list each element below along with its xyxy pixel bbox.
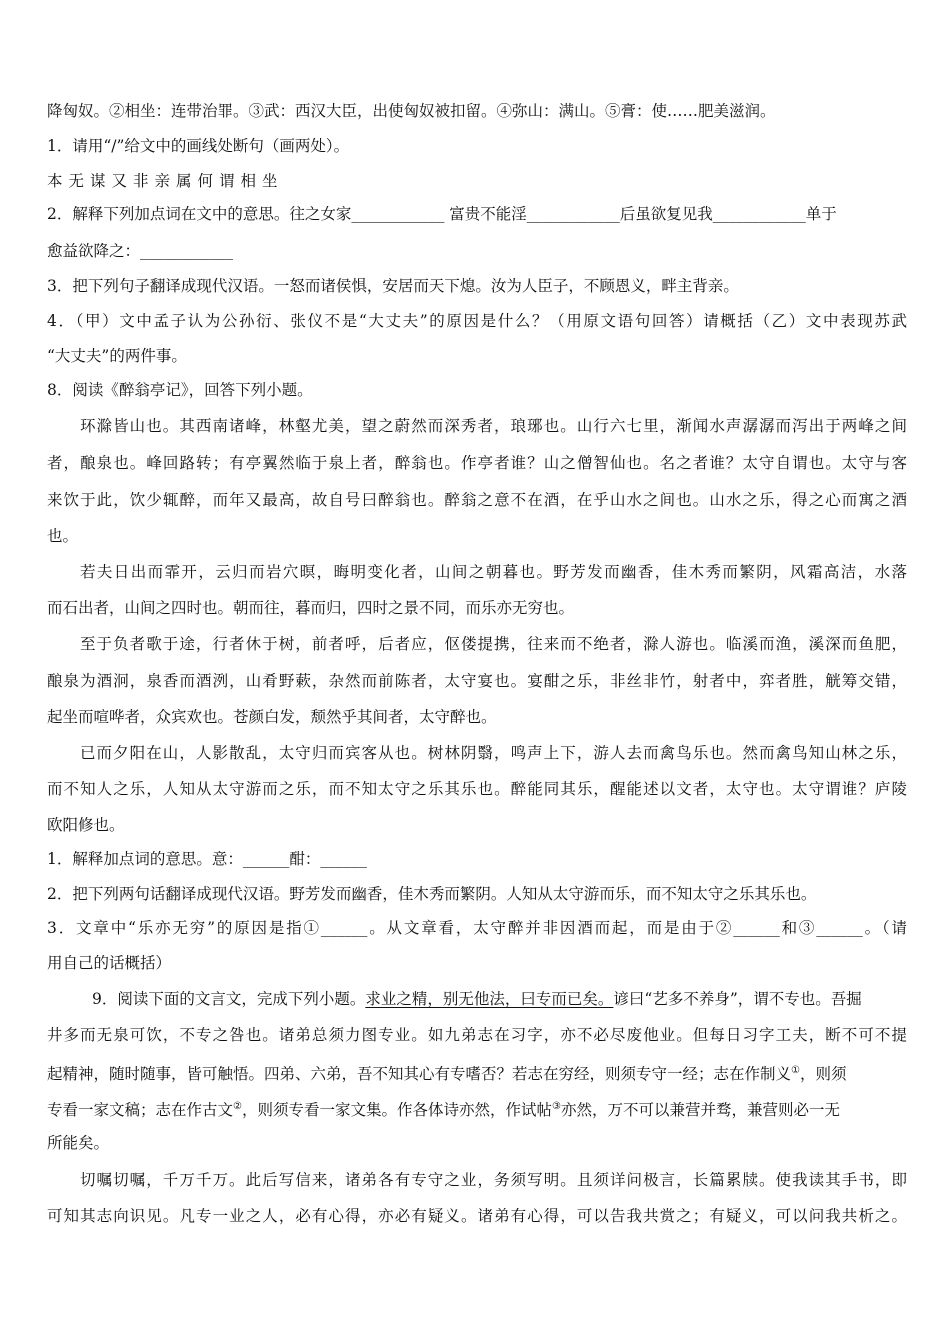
question-9-intro: 9．阅读下面的文言文，完成下列小题。 [92,990,366,1008]
text-line: 来饮于此，饮少辄醉，而年又最高，故自号曰醉翁也。醉翁之意不在酒，在乎山水之间也。山水之乐，得之心而寓之酒 [47,491,907,509]
text-span: 谚曰“艺多不养身”，谓不专也。吾掘 [613,990,862,1008]
text-line: 也。 [47,527,79,545]
text-line: 降匈奴。②相坐：连带治罪。③武：西汉大臣，出使匈奴被扣留。④弥山：满山。⑤膏：使……肥美滋润。 [47,102,776,120]
text-line: 1．解释加点词的意思。意：______酣：______ [47,850,367,868]
text-line: 若夫日出而霏开，云归而岩穴暝，晦明变化者，山间之朝暮也。野芳发而幽香，佳木秀而繁阴，风霜高洁，水落 [80,563,907,581]
text-line: 已而夕阳在山，人影散乱，太守归而宾客从也。树林阴翳，鸣声上下，游人去而禽鸟乐也。然而禽鸟知山林之乐， [80,744,907,762]
text-line: 而不知人之乐，人知从太守游而之乐，而不知太守之乐其乐也。醉能同其乐，醒能述以文者，太守也。太守谓谁？庐陵 [47,780,907,798]
text-line: 切嘱切嘱，千万千万。此后写信来，诸弟各有专守之业，务须写明。且须详问极言，长篇累牍。使我读其手书，即 [80,1171,907,1189]
text-span: ，则须专看一家文集。作各体诗亦然，作试帖 [241,1101,552,1120]
text-span: 专看一家文稿；志在作古文 [47,1101,234,1120]
text-line: 环滁皆山也。其西南诸峰，林壑尤美，望之蔚然而深秀者，琅琊也。山行六七里，渐闻水声潺潺而泻出于两峰之间 [80,417,907,435]
text-span: ，则须 [799,1065,847,1084]
text-line: 3．文章中“乐亦无穷”的原因是指①______。从文章看，太守醉并非因酒而起，而是由于②______和③______。（请 [47,919,907,937]
text-line: 而石出者，山间之四时也。朝而往，暮而归，四时之景不同，而乐亦无穷也。 [47,599,575,617]
text-span: 起精神，随时随事，皆可触悟。四弟、六弟，吾不知其心有专嗜否？若志在穷经，则须专守一经；志在作制义 [47,1065,792,1084]
text-line: “大丈夫”的两件事。 [47,347,187,365]
text-line: 至于负者歌于途，行者休于树，前者呼，后者应，伛偻提携，往来而不绝者，滁人游也。临溪而渔，溪深而鱼肥， [80,635,907,653]
text-line: 酿泉为酒泂，泉香而酒洌，山肴野蔌，杂然而前陈者，太守宴也。宴酣之乐，非丝非竹，射者中，弈者胜，觥筹交错， [47,672,907,690]
text-line: 愈益欲降之：____________ [47,242,234,260]
text-line: 3．把下列句子翻译成现代汉语。一怒而诸侯惧，安居而天下熄。汝为人臣子，不顾恩义，畔主背亲。 [47,277,739,295]
text-line [47,1097,907,1120]
text-line: 井多而无泉可饮，不专之咎也。诸弟总须力图专业。如九弟志在习字，亦不必尽废他业。但每日习字工夫，断不可不提 [47,1026,907,1044]
text-line: 者，酿泉也。峰回路转；有亭翼然临于泉上者，醉翁也。作亭者谁？山之僧智仙也。名之者谁？太守自谓也。太守与客 [47,454,907,472]
text-span: 亦然，万不可以兼营并骛，兼营则必一无 [560,1101,840,1120]
text-line: 2．解释下列加点词在文中的意思。往之女家____________ 富贵不能淫____________后虽欲复见我____________单于 [47,205,837,223]
text-line: 4．（甲）文中孟子认为公孙衍、张仪不是“大丈夫”的原因是什么？（用原文语句回答）请概括（乙）文中表现苏武 [47,312,907,330]
text-line: 可知其志向识见。凡专一业之人，必有心得，亦必有疑义。诸弟有心得，可以告我共赏之；有疑义，可以问我共析之。 [47,1207,907,1225]
footnote-marker: ① [791,1065,800,1076]
text-line: 所能矣。 [47,1134,110,1152]
text-line: 欧阳修也。 [47,816,125,834]
text-line: 起坐而喧哗者，众宾欢也。苍颜白发，颓然乎其间者，太守醉也。 [47,708,497,726]
footnote-marker: ② [233,1101,242,1112]
footnote-marker: ③ [552,1101,561,1112]
underlined-sentence: 求业之精，别无他法，曰专而已矣。 [365,990,614,1008]
text-line: 本无谋又非亲属何谓相坐 [47,172,284,190]
text-line: 用自己的话概括） [47,954,172,972]
text-line [47,1061,907,1084]
text-line: 2．把下列两句话翻译成现代汉语。野芳发而幽香，佳木秀而繁阴。人知从太守游而乐，而不知太守之乐其乐也。 [47,885,817,903]
text-line: 1．请用“/”给文中的画线处断句（画两处）。 [47,137,350,155]
question-9-line [92,989,907,1009]
text-line: 8．阅读《醉翁亭记》，回答下列小题。 [47,381,313,399]
